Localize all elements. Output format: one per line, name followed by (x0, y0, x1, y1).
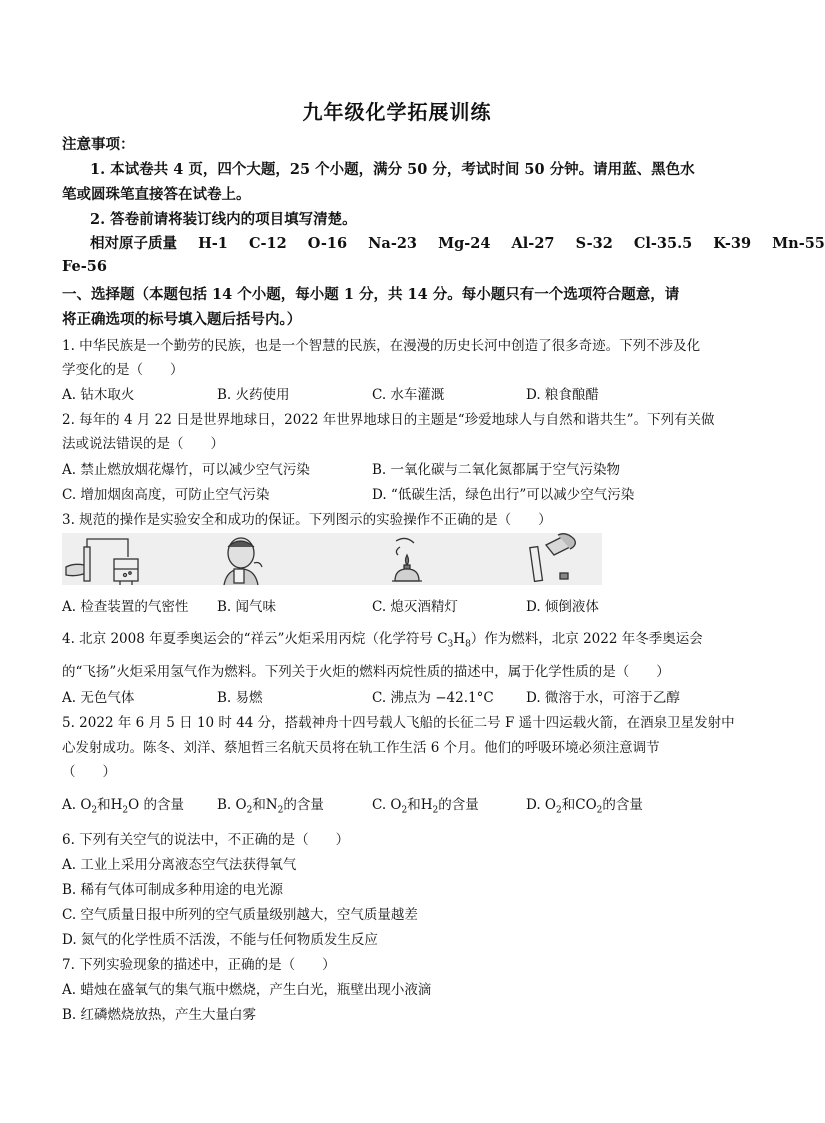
atomic-mass-row (90, 232, 825, 253)
question-3-option-a: A. 检查装置的气密性 (62, 599, 189, 615)
question-2-option-b: B. 一氧化碳与二氧化氮都属于空气污染物 (372, 462, 621, 478)
section-1-heading-line-2: 将正确选项的标号填入题后括号内。） (62, 311, 302, 328)
q5-opt-text: D. O (526, 797, 556, 813)
notes-heading: 注意事项： (62, 136, 135, 153)
q5-opt-sub: 2 (122, 805, 129, 816)
question-7-stem: 7. 下列实验现象的描述中，正确的是（ ） (62, 957, 336, 973)
question-7-option-b: B. 红磷燃烧放热，产生大量白雾 (62, 1007, 257, 1023)
atomic-mass-last: Fe-56 (62, 258, 107, 275)
question-5-stem-line-3: （ ） (62, 764, 116, 780)
question-2-stem-line-1: 2. 每年的 4 月 22 日是世界地球日，2022 年世界地球日的主题是“珍爱地球人与自然和谐共生”。下列有关做 (62, 412, 715, 428)
q5-opt-text: A. O (62, 797, 92, 813)
atomic-mass-item: Al-27 (511, 235, 555, 252)
question-6-option-b: B. 稀有气体可制成多种用途的电光源 (62, 882, 284, 898)
question-1-option-b: B. 火药使用 (217, 387, 290, 403)
question-4-option-a: A. 无色气体 (62, 690, 135, 706)
airtightness-check-figure (66, 539, 138, 585)
q5-opt-text: 和N (252, 797, 278, 813)
question-6-option-c: C. 空气质量日报中所列的空气质量级别越大，空气质量越差 (62, 907, 418, 923)
question-5-stem-line-1: 5. 2022 年 6 月 5 日 10 时 44 分，搭载神舟十四号载人飞船的长征二号 F 遥十四运载火箭，在酒泉卫星发射中 (62, 715, 735, 731)
note-1-line-2: 笔或圆珠笔直接答在试卷上。 (62, 186, 251, 203)
question-5-option-c (372, 793, 479, 816)
question-5-option-d (526, 793, 643, 816)
question-4-stem-line-2: 的“飞扬”火炬采用氢气作为燃料。下列关于火炬的燃料丙烷性质的描述中，属于化学性质的是（ ） (62, 664, 670, 680)
atomic-mass-item: Mg-24 (438, 235, 491, 252)
question-3-option-c: C. 熄灭酒精灯 (372, 599, 458, 615)
q4-subscript: 3 (447, 639, 454, 650)
question-1-stem-line-2: 学变化的是（ ） (62, 362, 184, 378)
atomic-mass-item: O-16 (307, 235, 348, 252)
question-3-option-b: B. 闻气味 (217, 599, 277, 615)
q5-opt-text: 的含量 (283, 797, 324, 813)
question-4-stem-line-1 (62, 627, 703, 650)
question-5-option-a (62, 793, 184, 816)
q4-text-part: ）作为燃料，北京 2022 年冬季奥运会 (470, 631, 703, 647)
question-1-option-d: D. 粮食酿醋 (526, 387, 599, 403)
atomic-mass-label: 相对原子质量 (90, 235, 177, 252)
question-2-option-c: C. 增加烟囱高度，可防止空气污染 (62, 487, 270, 503)
question-4-option-b: B. 易燃 (217, 690, 263, 706)
q5-opt-sub: 2 (91, 805, 98, 816)
q5-opt-text: 的含量 (602, 797, 643, 813)
q5-opt-sub: 2 (432, 805, 439, 816)
q4-text-part: 4. 北京 2008 年夏季奥运会的“祥云”火炬采用丙烷（化学符号 C (62, 631, 448, 647)
section-1-heading-line-1: 一、选择题（本题包括 14 个小题，每小题 1 分，共 14 分。每小题只有一个选项符合题意，请 (62, 286, 680, 303)
page-title: 九年级化学拓展训练 (302, 100, 492, 124)
question-6-option-a: A. 工业上采用分离液态空气法获得氧气 (62, 857, 297, 873)
atomic-mass-item: Na-23 (368, 235, 418, 252)
q5-opt-text: 和H (407, 797, 433, 813)
q4-subscript: 8 (465, 639, 471, 650)
alcohol-lamp-figure (392, 538, 422, 581)
question-2-option-d: D. “低碳生活，绿色出行”可以减少空气污染 (372, 487, 635, 503)
question-1-option-a: A. 钻木取火 (62, 387, 135, 403)
note-1-line-1: 1. 本试卷共 4 页，四个大题，25 个小题，满分 50 分，考试时间 50 分钟。请用蓝、黑色水 (90, 161, 695, 178)
atomic-mass-item: Mn-55 (772, 235, 825, 252)
atomic-mass-item: C-12 (248, 235, 287, 252)
q5-opt-text: 和CO (561, 797, 597, 813)
atomic-mass-item: H-1 (198, 235, 228, 252)
note-2: 2. 答卷前请将装订线内的项目填写清楚。 (90, 211, 357, 228)
question-4-option-c: C. 沸点为 −42.1°C (372, 690, 494, 706)
question-2-stem-line-2: 法或说法错误的是（ ） (62, 436, 224, 452)
q4-text-part: H (453, 631, 466, 647)
q5-opt-text: 和H (97, 797, 123, 813)
question-3-option-d: D. 倾倒液体 (526, 599, 599, 615)
question-1-stem-line-1: 1. 中华民族是一个勤劳的民族，也是一个智慧的民族，在漫漫的历史长河中创造了很多奇迹。下列不涉及化 (62, 338, 701, 354)
q5-opt-text: 的含量 (438, 797, 479, 813)
atomic-mass-item: S-32 (575, 235, 613, 252)
q5-opt-sub: 2 (596, 805, 603, 816)
question-1-option-c: C. 水车灌溉 (372, 387, 445, 403)
question-5-option-b (217, 793, 324, 816)
question-3-stem: 3. 规范的操作是实验安全和成功的保证。下列图示的实验操作不正确的是（ ） (62, 512, 552, 528)
q5-opt-text: O 的含量 (128, 797, 185, 813)
question-5-stem-line-2: 心发射成功。陈冬、刘洋、蔡旭哲三名航天员将在轨工作生活 6 个月。他们的呼吸环境必须注意调节 (62, 740, 660, 756)
q5-opt-sub: 2 (246, 805, 253, 816)
atomic-mass-item: Cl-35.5 (633, 235, 693, 252)
smelling-gas-figure (224, 538, 262, 585)
question-7-option-a: A. 蜡烛在盛氧气的集气瓶中燃烧，产生白光，瓶壁出现小液滴 (62, 982, 432, 998)
lab-operation-illustrations (62, 533, 602, 585)
question-3-figure-strip (62, 533, 602, 585)
question-6-stem: 6. 下列有关空气的说法中，不正确的是（ ） (62, 832, 350, 848)
q5-opt-sub: 2 (277, 805, 284, 816)
q5-opt-text: B. O (217, 797, 247, 813)
question-4-option-d: D. 微溶于水，可溶于乙醇 (526, 690, 680, 706)
question-6-option-d: D. 氮气的化学性质不活泼，不能与任何物质发生反应 (62, 932, 378, 948)
question-2-option-a: A. 禁止燃放烟花爆竹，可以减少空气污染 (62, 462, 310, 478)
q5-opt-text: C. O (372, 797, 402, 813)
atomic-mass-item: K-39 (713, 235, 752, 252)
pouring-liquid-figure (530, 534, 576, 582)
q5-opt-sub: 2 (556, 805, 562, 816)
q5-opt-sub: 2 (401, 805, 408, 816)
